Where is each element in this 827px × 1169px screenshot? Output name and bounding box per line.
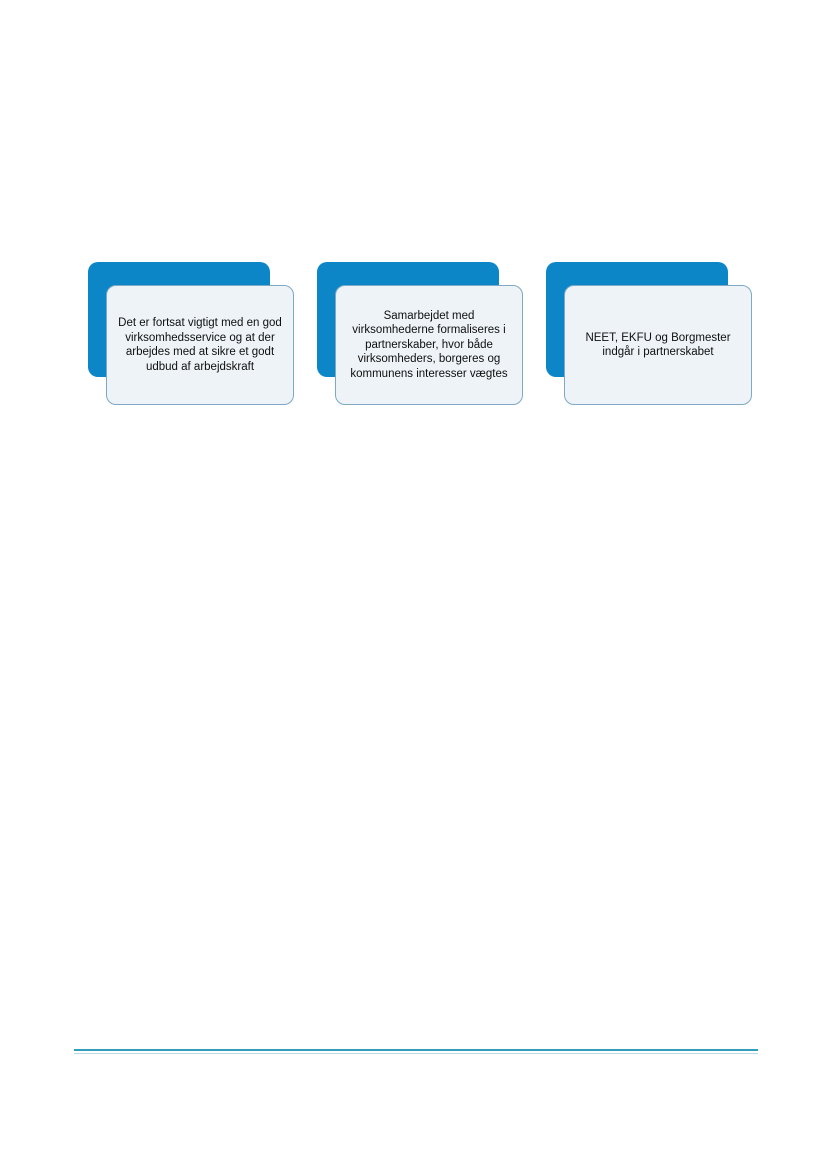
- diagram-box-1: [88, 262, 282, 384]
- footer-divider-secondary: [74, 1053, 758, 1054]
- diagram-box-2: [317, 262, 508, 384]
- three-box-diagram: [88, 262, 768, 407]
- diagram-box-3-label: NEET, EKFU og Borgmester indgår i partnerskabet: [585, 331, 731, 358]
- footer-divider: [74, 1049, 758, 1051]
- diagram-box-1-label: Det er fortsat vigtigt med en god virksomhedsservice og at der arbejdes med at sikre et godt udbud af arbejdskraft: [118, 317, 282, 373]
- diagram-box-3: [546, 262, 734, 384]
- diagram-box-2-label: Samarbejdet med virksomhederne formaliseres i partnerskaber, hvor både virksomheders, borgeres og kommunens interesser vægtes: [350, 309, 508, 380]
